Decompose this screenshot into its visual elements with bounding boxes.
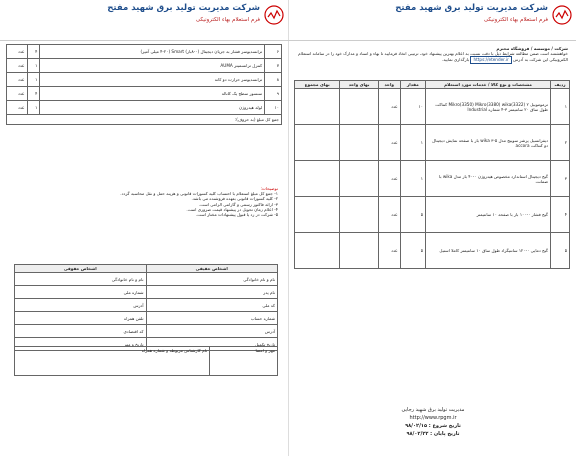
total-price-cell[interactable] [295, 197, 340, 233]
total-price-cell[interactable] [295, 161, 340, 197]
unit-price-cell[interactable] [340, 125, 379, 161]
company-name: شرکت مدیریت تولید برق شهید مفتح [107, 3, 260, 13]
row-description: کنترل ترانسمیتر AUMA [40, 59, 265, 73]
field-label[interactable]: نام و نام خانوادگی [15, 273, 147, 286]
note-1: ۱- جمع کل مبلغ استعلام با احتساب کلیه کسورات قانونی و هزینه حمل و نقل محاسبه گردد. [120, 191, 278, 197]
footer-url[interactable]: http://www.rpgm.ir [409, 415, 457, 421]
sign-label-2: نام کارشناس مربوطه و شماره همراه [15, 347, 210, 376]
form-title: فرم استعلام بهاء الکترونیکی [195, 17, 260, 23]
field-label[interactable]: تاریخ تکمیل [146, 338, 278, 351]
field-label[interactable]: شماره حساب [146, 312, 278, 325]
col-header: ردیف [551, 81, 570, 89]
footer-label: مدیریت تولید برق شهید رجایی [401, 407, 465, 413]
company-name: شرکت مدیریت تولید برق شهید مفتح [395, 3, 548, 13]
row-quantity: ۱ [400, 125, 425, 161]
table-row [7, 73, 282, 87]
row-unit: عدد [7, 101, 28, 115]
intro-block [296, 46, 568, 64]
row-unit: عدد [7, 59, 28, 73]
col-header: مقدار [400, 81, 425, 89]
note-5: ۵- شرکت در رد یا قبول پیشنهادات مختار است. [195, 212, 278, 218]
items-table [294, 80, 570, 269]
company-logo-icon [552, 5, 572, 25]
right-header [288, 0, 576, 41]
field-label[interactable]: آدرس [146, 325, 278, 338]
box-title-legal: اشخاص حقوقی [15, 265, 147, 273]
row-number: ۹ [265, 87, 282, 101]
row-quantity: ۱۰ [400, 89, 425, 125]
form-title: فرم استعلام بهاء الکترونیکی [483, 17, 548, 23]
total-price-cell[interactable] [295, 89, 340, 125]
note-3: ۳- ارائه فاکتور رسمی و گارانتی الزامی است. [198, 201, 278, 207]
row-unit: عدد [7, 45, 28, 59]
field-label[interactable]: تاریخ و مهر [15, 338, 147, 351]
row-quantity: ۴ [27, 87, 40, 101]
notes-title: توضیحات: [260, 186, 278, 191]
total-label: جمع کل مبلغ (به حروف): [7, 115, 282, 125]
field-label[interactable]: نام پدر [146, 286, 278, 299]
row-unit: عدد [7, 87, 28, 101]
col-header: مشخصات و نوع کالا / خدمات مورد استعلام [426, 81, 551, 89]
table-row [295, 161, 570, 197]
row-description: گیج فشار ۰-۱۰۰ بار با صفحه ۱۰ سانتیمتر [426, 197, 551, 233]
row-unit: عدد [7, 73, 28, 87]
intro-text-3: بارگذاری نمایید. [441, 57, 470, 63]
total-price-cell[interactable] [295, 233, 340, 269]
row-quantity: ۱ [27, 101, 40, 115]
field-label[interactable]: تلفن همراه [15, 312, 147, 325]
row-unit: عدد [378, 233, 400, 269]
row-quantity: ۱ [27, 59, 40, 73]
date-end: تاریخ پایان : ۹۸/۰۲/۲۲ [406, 431, 460, 437]
col-header: بهای واحد [340, 81, 379, 89]
row-description: ترانسدیوسر فشار به جریان دیجیتال (۰-۸بار) Smart (۴-۲۰ میلی آمپر) [40, 45, 265, 59]
date-start: تاریخ شروع : ۹۸/۰۲/۱۵ [405, 423, 461, 429]
table-row [295, 233, 570, 269]
row-description: گیج دیجیتال استاندارد مخصوص هیدروژن ۰-۴۰ بار مدل wika با ضمانت [426, 161, 551, 197]
unit-price-cell[interactable] [340, 89, 379, 125]
row-number: ۶ [265, 45, 282, 59]
notes-block [10, 186, 278, 217]
table-row [295, 125, 570, 161]
table-row [7, 101, 282, 115]
field-label[interactable]: نام و نام خانوادگی [146, 273, 278, 286]
row-description: دیفرانسیل پرشر سوییچ مدل wika ۳-۵ بار با صفحه نمایش دیجیتال دو کنتاکت accora [426, 125, 551, 161]
field-label[interactable]: کد اقتصادی [15, 325, 147, 338]
table-row [7, 59, 282, 73]
row-description: ترموموبیل Mikro(3350) Mikro(3380) wika(3322) ۲ کنتاکت طول ساق ۲۰ سانتیمتر ۳-۴ شماره Industrial [426, 89, 551, 125]
info-boxes [14, 264, 278, 351]
unit-price-cell[interactable] [340, 197, 379, 233]
unit-price-cell[interactable] [340, 161, 379, 197]
unit-price-cell[interactable] [340, 233, 379, 269]
table-row [295, 197, 570, 233]
table-row [7, 45, 282, 59]
row-number: ۲ [551, 125, 570, 161]
etender-link[interactable]: https://etender.ir [470, 56, 511, 63]
note-2: ۲- کلیه کسورات قانونی بعهده فروشنده می باشد. [191, 196, 278, 202]
row-number: ۴ [551, 197, 570, 233]
intro-text-2: الکترونیکی این شرکت به آدرس [513, 57, 568, 63]
row-number: ۸ [265, 73, 282, 87]
left-header [0, 0, 288, 41]
box-title-real: اشخاص حقیقی [146, 265, 278, 273]
row-number: ۵ [551, 233, 570, 269]
field-label[interactable]: آدرس [15, 299, 147, 312]
table-row [7, 87, 282, 101]
row-quantity: ۱ [27, 73, 40, 87]
items-table-continued [6, 44, 282, 125]
row-number: ۱۰ [265, 101, 282, 115]
company-logo-icon [264, 5, 284, 25]
row-number: ۳ [551, 161, 570, 197]
intro-line-2 [296, 56, 568, 63]
table-row [295, 89, 570, 125]
col-header: واحد [378, 81, 400, 89]
row-description: گیج دمایی ۰-۱۲۰ سانتیگراد طول ساق ۱۰ سانتیمتر کاملا استیل [426, 233, 551, 269]
row-number: ۱ [551, 89, 570, 125]
col-header: بهای مجموع [295, 81, 340, 89]
field-label[interactable]: شماره ملی [15, 286, 147, 299]
row-quantity: ۴ [27, 45, 40, 59]
sign-label-1: مهر و امضا [210, 347, 278, 376]
field-label[interactable]: کد ملی [146, 299, 278, 312]
signature-table [14, 346, 278, 376]
footer [358, 406, 508, 438]
recipient: شرکت / موسسه / فروشگاه محترم [496, 46, 568, 51]
row-unit: عدد [378, 161, 400, 197]
right-page [288, 0, 576, 456]
row-quantity: ۵ [400, 197, 425, 233]
row-description: سنسور سطح یک کاناله [40, 87, 265, 101]
row-description: ترانسدیوسر حرارت دو کانه [40, 73, 265, 87]
row-unit: عدد [378, 89, 400, 125]
intro-text: خواهشمند است ضمن مطالعه شرایط ذیل با دقت نسبت به اعلام بهترین پیشنهاد خود، ترتیبی اتخاذ فرمایید تا بهاء و اسناد و مدارک خود را در سامانه استعلام [298, 51, 568, 57]
total-price-cell[interactable] [295, 125, 340, 161]
note-4: ۴- اعلام زمان تحویل در پیشنهاد قیمت ضروری است. [186, 206, 278, 212]
row-quantity: ۵ [400, 233, 425, 269]
row-unit: عدد [378, 125, 400, 161]
row-description: لوله هیدروژن [40, 101, 265, 115]
row-quantity: ۱ [400, 161, 425, 197]
row-number: ۷ [265, 59, 282, 73]
row-unit: عدد [378, 197, 400, 233]
